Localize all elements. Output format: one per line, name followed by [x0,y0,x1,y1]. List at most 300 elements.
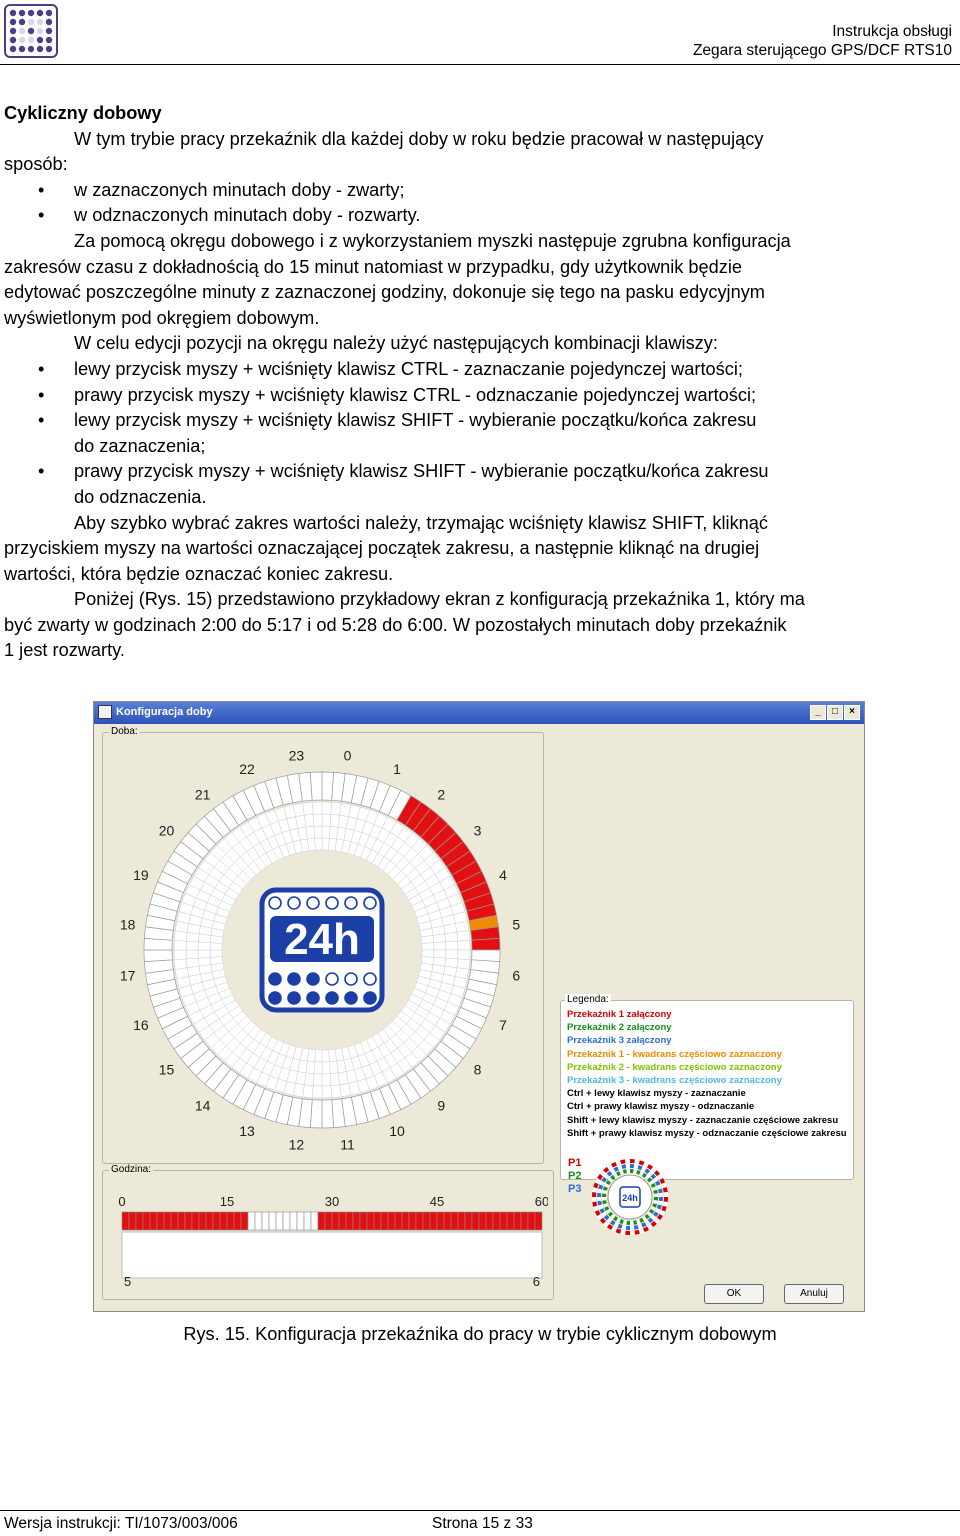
mini-clock-arc [614,1218,617,1220]
close-icon[interactable]: × [844,705,860,720]
minute-cell[interactable] [409,1212,416,1230]
minute-cell[interactable] [353,1212,360,1230]
minute-tick-label: 30 [324,1194,340,1209]
mini-clock-arc [648,1213,650,1216]
mini-clock-arc [653,1207,655,1210]
mini-clock-arc [605,1187,606,1190]
mini-clock-arc [616,1162,620,1164]
mini-clock-arc [612,1176,615,1178]
minute-cell[interactable] [227,1212,234,1230]
clock-inner-cell [322,1050,329,1062]
maximize-icon[interactable]: □ [827,705,843,720]
minute-cell[interactable] [164,1212,171,1230]
logo-dot [326,973,338,985]
mini-clock-arc [663,1183,665,1187]
logo-dot [46,46,52,52]
mini-clock-arc [639,1230,643,1232]
clock-inner-cell [315,1050,322,1062]
mini-clock-arc [601,1209,603,1213]
clock-inner-cell [433,934,446,943]
minute-cell[interactable] [185,1212,192,1230]
minute-cell[interactable] [332,1212,339,1230]
legend-item: Shift + prawy klawisz myszy - odznaczanie częściowe zakresu [567,1127,847,1139]
mini-clock-arc [634,1166,638,1167]
day-clock[interactable] [112,740,532,1160]
mini-clock-arc [611,1222,614,1224]
mini-clock-arc [635,1161,640,1162]
mini-clock-arc [597,1179,599,1183]
paragraph-line: Aby szybko wybrać zakres wartości należy, trzymając wciśnięty klawisz SHIFT, kliknąć [74,512,768,533]
logo-dot [37,28,43,34]
clock-inner-cell [421,935,434,943]
mini-clock-arc [638,1226,642,1227]
minute-cell[interactable] [437,1212,444,1230]
clock-inner-cell [446,941,458,950]
mini-clock-arc [655,1200,656,1203]
mini-clock-arc [643,1174,646,1176]
mini-clock-arc [655,1213,657,1216]
clock-hour-label: 18 [119,916,136,933]
relay-label: P1 [568,1157,582,1169]
mini-clock-arc [612,1164,616,1166]
minute-cell[interactable] [122,1212,129,1230]
mini-clock-arc [635,1232,640,1233]
clock-inner-cell [174,950,186,960]
ok-button[interactable]: OK [704,1284,764,1304]
bullet-continuation: do odznaczenia. [74,486,207,507]
minute-cell[interactable] [465,1212,472,1230]
mini-clock-arc [661,1179,663,1183]
mini-clock-arc [644,1164,648,1166]
mini-clock-arc [603,1213,605,1216]
minute-bar-svg[interactable] [108,1182,548,1292]
mini-clock-arc [612,1228,616,1230]
clock-inner-cell [446,950,458,959]
bullet-item: • w zaznaczonych minutach doby - zwarty; [4,178,956,204]
minute-cell[interactable] [395,1212,402,1230]
clock-hour-label: 14 [194,1097,211,1114]
mini-clock-arc [597,1211,599,1215]
header-subtitle: Zegara sterującego GPS/DCF RTS10 [692,42,952,59]
window-title: Konfiguracja doby [116,706,213,718]
mini-clock-arc [617,1220,620,1222]
body-text [4,101,956,664]
minute-cell[interactable] [402,1212,409,1230]
minute-cell[interactable] [157,1212,164,1230]
logo-dot [288,897,300,909]
minute-tick-label: 15 [219,1194,235,1209]
minimize-icon[interactable]: _ [810,705,826,720]
figure-caption: Rys. 15. Konfiguracja przekaźnika do pracy w trybie cyklicznym dobowym [183,1324,777,1344]
clock-hour-label: 2 [437,786,446,803]
header-rule [0,64,960,65]
quarter-segment[interactable] [144,950,172,962]
minute-cell[interactable] [248,1212,255,1230]
clock-inner-cell [303,802,313,815]
clock-inner-cell [186,958,199,968]
mini-clock-arc [655,1172,658,1176]
mini-clock-arc [594,1202,595,1207]
mini-clock-arc [633,1171,636,1172]
hour-left-label: 5 [124,1274,132,1289]
minute-cell[interactable] [234,1212,241,1230]
minute-cell[interactable] [199,1212,206,1230]
cancel-button[interactable]: Anuluj [784,1284,844,1304]
logo-dot [19,28,25,34]
minute-cell[interactable] [206,1212,213,1230]
minute-cell[interactable] [381,1212,388,1230]
logo-dot [364,973,376,985]
mini-clock-arc [615,1224,619,1226]
clock-inner-cell [322,802,332,814]
minute-cell[interactable] [388,1212,395,1230]
minute-cell[interactable] [472,1212,479,1230]
mini-clock-arc [640,1173,643,1175]
minute-cell[interactable] [493,1212,500,1230]
minute-cell[interactable] [241,1212,248,1230]
logo-dot [37,10,43,16]
clock-hour-label: 5 [512,916,521,933]
mini-clock-arc [611,1170,614,1172]
paragraph-line: wyświetlonym pod okręgiem dobowym. [4,307,320,328]
minute-cell[interactable] [304,1212,311,1230]
logo-dot [28,46,34,52]
clock-hour-label: 0 [343,747,352,764]
header-title: Instrukcja obsługi [832,23,952,40]
bullet-item: • w odznaczonych minutach doby - rozwarty. [4,203,956,229]
clock-inner-cell [312,802,322,814]
mini-clock-arc [604,1190,605,1193]
logo-dot [269,992,281,1004]
mini-clock-arc [603,1178,605,1181]
clock-hour-label: 8 [473,1061,482,1078]
logo-dot [19,19,25,25]
logo-dot [10,46,16,52]
quarter-segment[interactable] [310,772,322,800]
logo-dot [37,46,43,52]
minute-editor[interactable] [108,1182,548,1292]
clock-inner-cell [458,940,470,950]
legend-item: Ctrl + lewy klawisz myszy - zaznaczanie [567,1088,746,1100]
mini-clock-arc [599,1175,602,1179]
godzina-group-label: Godzina: [111,1164,152,1175]
minute-cell[interactable] [458,1212,465,1230]
mini-clock-arc [622,1227,626,1228]
minute-cell[interactable] [192,1212,199,1230]
mini-clock-arc [657,1182,659,1186]
mini-clock-arc [644,1228,648,1230]
mini-clock-arc [601,1172,604,1176]
mini-clock-arc [655,1190,656,1193]
mini-clock-arc [654,1187,655,1190]
clock-hour-label: 20 [158,822,175,839]
logo-dot [19,10,25,16]
minute-cell[interactable] [486,1212,493,1230]
mini-clock-arc [599,1189,600,1193]
mini-clock-arc [646,1176,649,1178]
clock-inner-cell [322,838,329,850]
minute-cell[interactable] [220,1212,227,1230]
window-titlebar [94,702,864,724]
legend-item: Przekaźnik 2 załączony [567,1022,672,1034]
mini-clock-arc [595,1206,597,1210]
logo-24h [262,890,382,1010]
minute-cell[interactable] [129,1212,136,1230]
mini-clock-arc [608,1219,611,1222]
minute-cell[interactable] [374,1212,381,1230]
logo-24h-text: 24h [284,915,360,964]
mini-clock-arc [633,1222,636,1223]
minute-cell[interactable] [143,1212,150,1230]
clock-hour-label: 7 [499,1017,507,1034]
mini-clock-arc [618,1226,622,1227]
bullet-item: • prawy przycisk myszy + wciśnięty klawisz SHIFT - wybieranie początku/końca zakresu [4,459,956,485]
minute-cell[interactable] [514,1212,521,1230]
clock-inner-cell [198,950,210,958]
mini-clock-arc [652,1222,656,1225]
mini-clock-arc [606,1184,608,1187]
minute-tick-label: 45 [429,1194,445,1209]
logo-dot [10,19,16,25]
clock-hour-label: 9 [437,1097,446,1114]
mini-clock-svg [590,1157,670,1237]
minute-cell[interactable] [339,1212,346,1230]
minute-cell[interactable] [136,1212,143,1230]
mini-clock-arc [605,1168,609,1171]
clock-inner-cell [313,814,322,826]
minute-tick-label: 0 [118,1194,126,1209]
minute-tick-label: 60 [534,1194,548,1209]
mini-clock-arc [600,1185,601,1189]
minute-cell[interactable] [283,1212,290,1230]
quarter-segment[interactable] [472,938,500,950]
clock-inner-cell [330,1073,340,1086]
mini-clock-arc [648,1179,650,1182]
minute-cell[interactable] [318,1212,325,1230]
bullet-item: • lewy przycisk myszy + wciśnięty klawisz CTRL - zaznaczanie pojedynczej wartości; [4,357,956,383]
clock-hour-label: 6 [512,967,521,984]
logo-dot [37,19,43,25]
clock-inner-cell [210,950,222,957]
minute-cell[interactable] [171,1212,178,1230]
paragraph-line: W tym trybie pracy przekaźnik dla każdej doby w roku będzie pracował w następujący [74,128,764,149]
legend-item: Shift + lewy klawisz myszy - zaznaczanie częściowe zakresu [567,1114,839,1126]
paragraph-line: zakresów czasu z dokładnością do 15 minut natomiast w przypadku, gdy użytkownik będzie [4,256,742,277]
mini-clock-arc [599,1201,600,1205]
paragraph-line: przyciskiem myszy na wartości oznaczającej początek zakresu, a następnie kliknąć na drugiej [4,538,760,559]
logo-dot [10,28,16,34]
mini-clock-arc [642,1168,646,1170]
paragraph-line: Za pomocą okręgu dobowego i z wykorzystaniem myszki następuje zgrubna konfiguracja [74,230,791,251]
minute-cell[interactable] [325,1212,332,1230]
mini-clock-arc [652,1175,655,1178]
clock-hour-label: 21 [194,786,211,803]
minute-cell[interactable] [360,1212,367,1230]
mini-clock-arc [622,1166,626,1167]
clock-hour-label: 11 [340,1136,355,1153]
mini-clock-arc [605,1222,609,1225]
logo-dot [364,992,376,1004]
logo-dot [28,28,34,34]
relay-label: P3 [568,1183,582,1195]
footer-page: Strona 15 z 33 [432,1515,533,1532]
mini-clock-arc [646,1215,649,1217]
legend-group [560,994,854,1180]
clock-inner-cell [315,838,322,850]
clock-hour-label: 4 [499,866,507,883]
mini-clock-arc [659,1185,660,1189]
clock-hour-label: 23 [288,747,305,764]
mini-clock-arc [659,1215,662,1219]
mini-clock-arc [649,1172,652,1175]
hour-right-label: 6 [532,1274,540,1289]
clock-inner-cell [322,1074,331,1086]
header-logo [4,4,58,58]
clock-hour-label: 22 [239,760,255,777]
clock-inner-cell [434,950,446,958]
bullet-item: • prawy przycisk myszy + wciśnięty klawisz CTRL - odznaczanie pojedynczej wartości; [4,383,956,409]
logo-dot [46,28,52,34]
mini-clock-arc [646,1222,649,1224]
minute-cell[interactable] [423,1212,430,1230]
mini-clock-arc [661,1211,663,1215]
mini-clock-arc [608,1166,612,1169]
mini-clock [590,1157,670,1237]
logo-dot [288,992,300,1004]
bullet-continuation: do zaznaczenia; [74,435,206,456]
minute-cell[interactable] [500,1212,507,1230]
mini-clock-arc [660,1201,661,1205]
paragraph-line: 1 jest rozwarty. [4,640,125,661]
mini-clock-arc [655,1178,657,1181]
day-clock-svg[interactable] [112,740,532,1160]
logo-dot [307,897,319,909]
mini-clock-arc [606,1207,608,1210]
minute-cell[interactable] [528,1212,535,1230]
mini-clock-arc [640,1220,643,1222]
paragraph-line: Poniżej (Rys. 15) przedstawiono przykładowy ekran z konfiguracją przekaźnika 1, który ma [74,589,805,610]
logo-dot [19,37,25,43]
mini-clock-arc [605,1216,608,1219]
quarter-segment[interactable] [322,1100,334,1128]
minute-cell[interactable] [451,1212,458,1230]
clock-inner-cell [186,950,198,959]
paragraph-line: sposób: [4,154,68,175]
mini-clock-arc [655,1219,658,1223]
minute-cell[interactable] [255,1212,262,1230]
mini-clock-arc [607,1181,609,1184]
paragraph-line: być zwarty w godzinach 2:00 do 5:17 i od 5:28 do 6:00. W pozostałych minutach doby przekaźnik [4,614,787,635]
legend-item: Ctrl + prawy klawisz myszy - odznaczanie [567,1101,755,1113]
logo-dot [269,973,281,985]
mini-clock-arc [605,1204,606,1207]
minute-cell[interactable] [346,1212,353,1230]
clock-inner-cell [422,950,434,957]
mini-clock-arc [659,1175,662,1179]
section-title: Cykliczny dobowy [4,103,162,123]
paragraph-line: wartości, która będzie oznaczać koniec zakresu. [4,563,394,584]
mini-clock-arc [601,1219,604,1223]
mini-clock-arc [595,1183,597,1187]
mini-clock-arc [634,1227,638,1228]
clock-inner-cell [331,1085,341,1098]
mini-clock-arc [612,1215,615,1217]
minute-cell[interactable] [213,1212,220,1230]
mini-clock-arc [642,1224,646,1226]
legend-item: Przekaźnik 2 - kwadrans częściowo zaznaczony [567,1061,782,1073]
mini-clock-arc [653,1184,655,1187]
minute-cell[interactable] [535,1212,542,1230]
minute-cell[interactable] [507,1212,514,1230]
clock-inner-cell [198,957,211,966]
clock-inner-cell [445,932,458,942]
paragraph-line: edytować poszczególne minuty z zaznaczonej godziny, dokonuje się tego na pasku edycyjnym [4,282,765,303]
clock-inner-cell [422,943,434,950]
mini-clock-arc [646,1170,649,1172]
logo-dot [345,973,357,985]
logo-dot [46,10,52,16]
minute-cell[interactable] [276,1212,283,1230]
mini-clock-arc [654,1204,655,1207]
legend-item: Przekaźnik 3 - kwadrans częściowo zaznaczony [567,1075,782,1086]
clock-inner-cell [314,826,322,838]
doba-group-label: Doba: [111,726,138,737]
minute-cell[interactable] [262,1212,269,1230]
mini-clock-arc [665,1202,666,1207]
mini-clock-arc [621,1161,626,1162]
mini-clock-arc [621,1232,626,1233]
minute-cell[interactable] [430,1212,437,1230]
clock-inner-cell [174,940,186,950]
logo-dot [37,37,43,43]
minute-cell[interactable] [367,1212,374,1230]
company-logo-icon [6,6,56,56]
clock-hour-label: 19 [133,866,149,883]
mini-clock-arc [637,1172,640,1173]
minute-cell[interactable] [444,1212,451,1230]
minute-cell[interactable] [150,1212,157,1230]
minute-cell[interactable] [416,1212,423,1230]
minute-cell[interactable] [297,1212,304,1230]
mini-clock-arc [657,1209,659,1213]
clock-inner-cell [210,943,222,950]
logo-dot [307,973,319,985]
minute-cell[interactable] [178,1212,185,1230]
logo-dot [288,973,300,985]
mini-clock-arc [601,1182,603,1186]
minute-cell[interactable] [479,1212,486,1230]
clock-inner-cell [198,942,210,950]
window-app-icon [98,705,112,719]
legend-item: Przekaźnik 3 załączony [567,1035,672,1047]
minute-cell[interactable] [290,1212,297,1230]
minute-cell[interactable] [269,1212,276,1230]
minute-cell[interactable] [311,1212,318,1230]
clock-inner-cell [304,814,314,827]
mini-clock-arc [637,1221,640,1222]
logo-dot [345,897,357,909]
mini-clock-arc [605,1175,608,1178]
mini-clock-arc [651,1210,653,1213]
bullet-item: • lewy przycisk myszy + wciśnięty klawisz SHIFT - wybieranie początku/końca zakresu [4,408,956,434]
clock-inner-cell [329,1061,338,1074]
mini-clock-arc [638,1167,642,1168]
logo-dot [307,992,319,1004]
footer-rule [0,1510,960,1511]
clock-inner-cell [174,959,187,969]
minute-cell[interactable] [521,1212,528,1230]
mini-clock-arc [594,1188,595,1193]
